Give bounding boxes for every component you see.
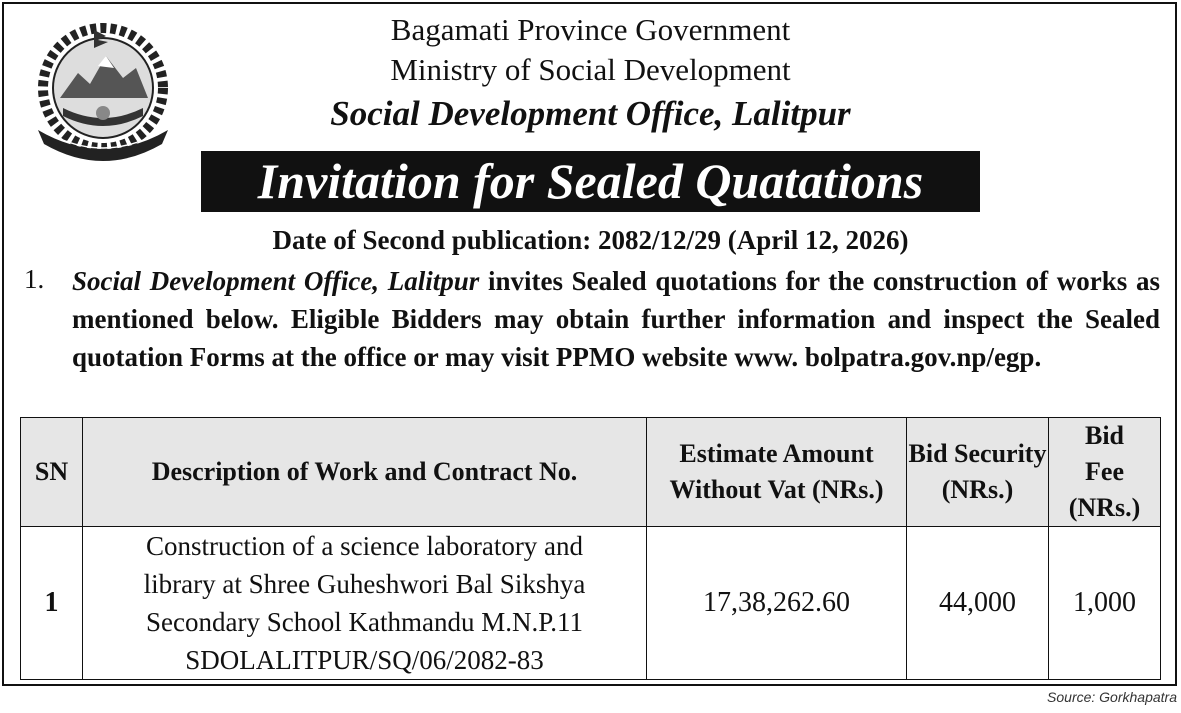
government-name: Bagamati Province Government — [390, 12, 791, 47]
row-bid-fee: 1,000 — [1049, 527, 1161, 680]
header-description: Description of Work and Contract No. — [83, 418, 647, 527]
row-contract-number: SDOLALITPUR/SQ/06/2082-83 — [185, 645, 544, 675]
header-security-line2: (NRs.) — [941, 475, 1014, 504]
source-credit: Source: Gorkhapatra — [1047, 689, 1177, 705]
row-desc-line3: Secondary School Kathmandu M.N.P.11 — [146, 607, 583, 637]
table-row — [21, 527, 1161, 680]
ministry-name: Ministry of Social Development — [390, 52, 791, 87]
header-fee-line1: Bid — [1084, 421, 1125, 450]
row-desc-line1: Construction of a science laboratory and — [145, 531, 584, 561]
row-desc-line2: library at Shree Guheshwori Bal Sikshya — [143, 569, 586, 599]
header-estimate-line1: Estimate Amount — [679, 439, 874, 468]
row-bid-security: 44,000 — [907, 527, 1049, 680]
row-sn: 1 — [21, 527, 83, 680]
header-estimate-line2: Without Vat (NRs.) — [669, 475, 884, 504]
row-estimate-amount: 17,38,262.60 — [647, 527, 907, 680]
paragraph-number: 1. — [24, 264, 45, 294]
header-sn: SN — [21, 418, 83, 527]
bid-table — [20, 417, 1161, 680]
office-name: Social Development Office, Lalitpur — [330, 94, 851, 133]
table-header-row — [21, 418, 1161, 527]
header-bid-security — [907, 418, 1049, 527]
header-estimate — [647, 418, 907, 527]
header-security-line1: Bid Security — [908, 439, 1047, 468]
notice-title: Invitation for Sealed Quatations — [201, 151, 980, 212]
notice-paragraph — [72, 262, 1160, 376]
header-fee-line2: Fee (NRs.) — [1068, 457, 1141, 522]
publication-date: Date of Second publication: 2082/12/29 (April 12, 2026) — [272, 225, 909, 255]
paragraph-office-name: Social Development Office, Lalitpur — [72, 266, 480, 296]
row-description — [83, 527, 647, 680]
header-bid-fee — [1049, 418, 1161, 527]
paragraph-text: invites Sealed quotations for the construction of works as mentioned below. Eligible Bidders may obtain further information and inspect the Sealed quotation Forms at the office or may visit PPMO website www. bolpatra.gov.np/egp. — [72, 266, 1160, 372]
